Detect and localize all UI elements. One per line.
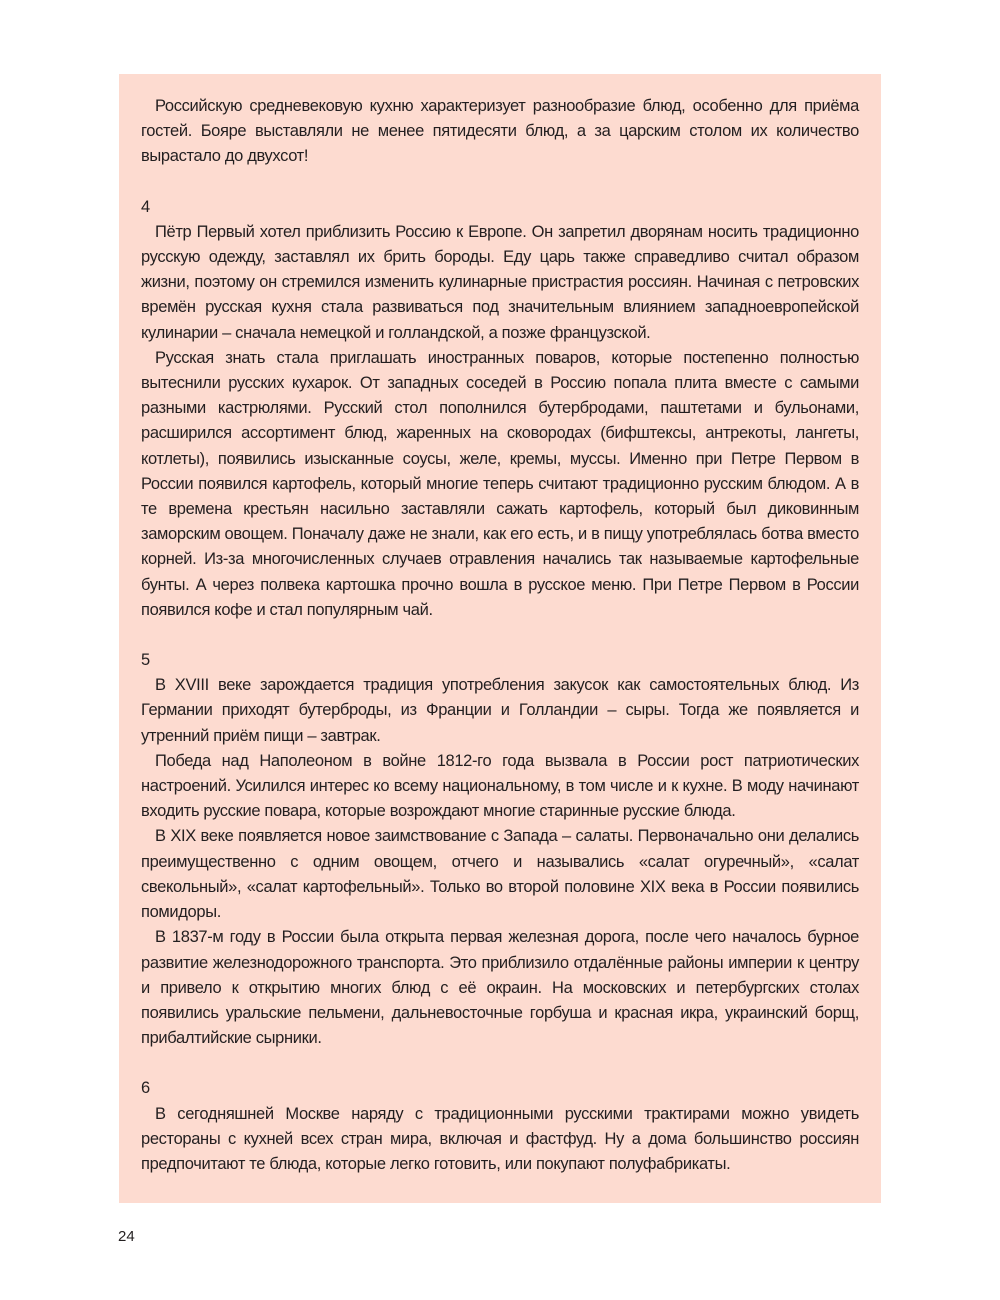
paragraph: В XVIII веке зарождается традиция употребления закусок как самостоятельных блюд. Из Германии приходят бутерброды, из Франции и Голландии – сыры. Тогда же появляется и утренний приём пищи – завтрак. <box>141 676 859 745</box>
section-gap <box>141 623 859 648</box>
paragraph: В сегодняшней Москве наряду с традиционными русскими трактирами можно увидеть рестораны с кухней всех стран мира, включая и фастфуд. Ну а дома большинство россиян предпочитают те блюда, которые легко готовить, или покупают полуфабрикаты. <box>141 1104 859 1173</box>
section-number: 5 <box>141 651 150 670</box>
section-number: 4 <box>141 197 150 216</box>
section-gap <box>141 1051 859 1076</box>
text-panel <box>119 74 881 1203</box>
paragraph: В 1837-м году в России была открыта первая железная дорога, после чего началось бурное развитие железнодорожного транспорта. Это приблизило отдалённые районы империи к центру и привело к открытию многих блюд с её окраин. На московских и петербургских столах появились уральские пельмени, дальневосточные горбуша и красная икра, украинский борщ, прибалтийские сырники. <box>141 928 859 1048</box>
paragraph: В XIX веке появляется новое заимствование с Запада – салаты. Первоначально они делались преимущественно с одним овощем, отчего и назывались «салат огуречный», «салат свекольный», «салат картофельный». Только во второй половине XIX века в России появились помидоры. <box>141 827 859 922</box>
paragraph: Победа над Наполеоном в войне 1812-го года вызвала в России рост патриотических настроений. Усилился интерес ко всему национальному, в том числе и к кухне. В моду начинают входить русские повара, которые возрождают многие старинные русские блюда. <box>141 751 859 821</box>
paragraph: Российскую средневековую кухню характеризует разнообразие блюд, особенно для приёма гостей. Бояре выставляли не менее пятидесяти блюд, а за царским столом их количество вырастало до двухсот! <box>141 97 859 166</box>
section-gap <box>141 170 859 195</box>
paragraph: Русская знать стала приглашать иностранных поваров, которые постепенно полностью вытеснили русских кухарок. От западных соседей в Россию попала плита вместе с самыми разными кастрюлями. Русский стол пополнился бутербродами, паштетами и бульонами, расширился ассортимент блюд, жаренных на сковородах (бифштексы, антрекоты, лангеты, котлеты), появились изысканные соусы, желе, кремы, муссы. Именно при Петре Первом в России появился картофель, который многие теперь считают традиционно русским блюдом. А в те времена крестьян насильно заставляли сажать картофель, который был диковинным заморским овощем. Поначалу даже не знали, как его есть, и в пищу употреблялась ботва вместо корней. Из-за многочисленных случаев отравления начались так называемые картофельные бунты. А через полвека картошка прочно вошла в русское меню. При Петре Первом в России появился кофе и стал популярным чай. <box>141 348 859 619</box>
paragraph: Пётр Первый хотел приблизить Россию к Европе. Он запретил дворянам носить традиционно русскую одежду, заставлял их брить бороды. Еду царь также справедливо считал образом жизни, поэтому он стремился изменить кулинарные пристрастия россиян. Начиная с петровских времён русская кухня стала развиваться под значительным влиянием западноевропейской кулинарии – сначала немецкой и голландской, а позже французской. <box>141 222 859 342</box>
page-number: 24 <box>118 1228 135 1245</box>
section-number: 6 <box>141 1079 150 1098</box>
